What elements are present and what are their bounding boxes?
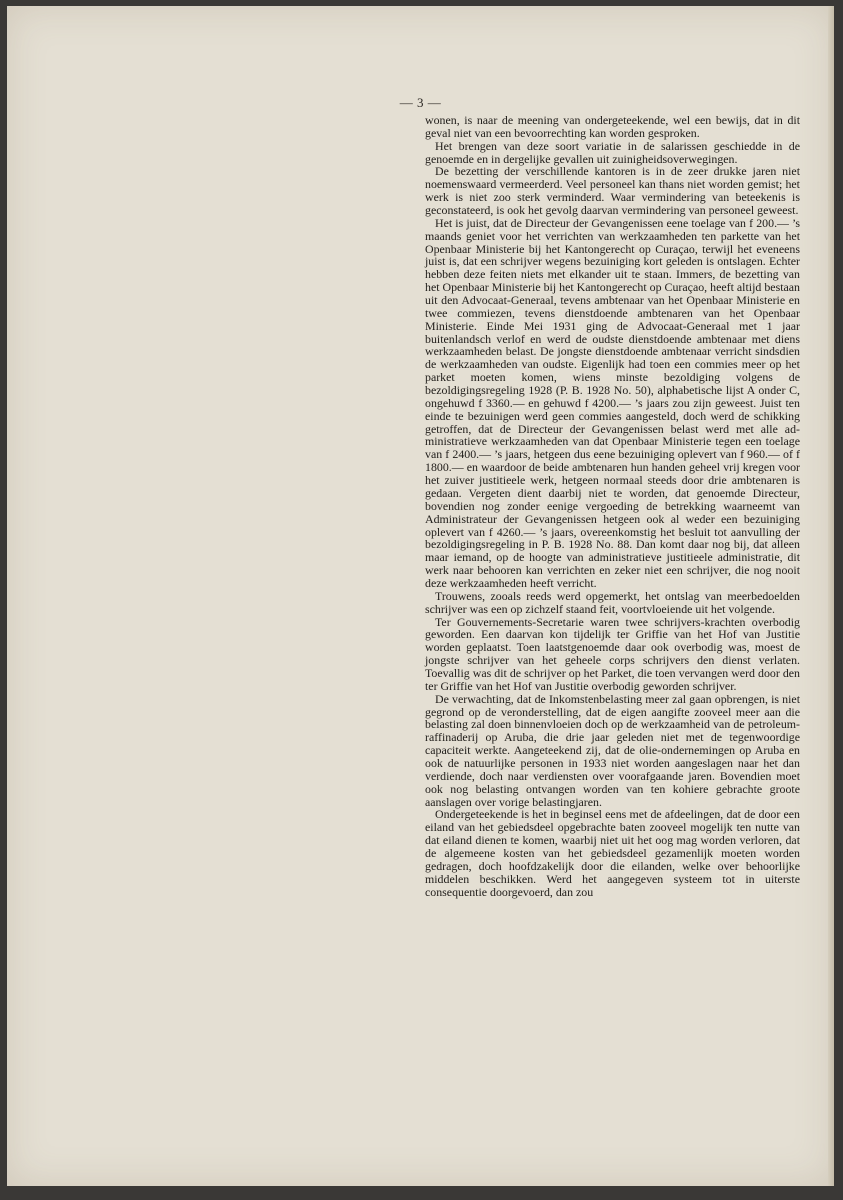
paragraph: wonen, is naar de meening van ondergeteekende, wel een bewijs, dat in dit geval niet van een bevoorrechting kan worden gesproken. <box>425 113 800 140</box>
body-text <box>425 114 800 898</box>
page-number: — 3 — <box>399 95 442 110</box>
document-page <box>7 6 834 1186</box>
paragraph: Ter Gouvernements-Secretarie waren twee schrijvers-krachten overbodig geworden. Een daarvan kon tijdelijk ter Griffie van het Hof van Justitie worden geplaatst. Toen laatstgenoemde daar ook overbodig was, moest de jongste schrijver van het geheele corps schrijvers den dienst verlaten. Toevallig was dit de schrijver op het Parket, die toen vervangen werd door den ter Griffie van het Hof van Justitie overbodig geworden schrijver. <box>425 614 800 693</box>
paragraph: Het is juist, dat de Directeur der Gevangenissen eene toelage van f 200.— ’s maands geniet voor het verrichten van werkzaamheden ten parkette van het Openbaar Ministerie bij het Kantongerecht op Curaçao, terwijl het eveneens juist is, dat een schrijver wegens bezuiniging kort geleden is ontslagen. Echter hebben deze feiten niets met elkander uit te staan. Immers, de bezetting van het Openbaar Ministerie bij het Kantongerecht op Curaçao, heeft altijd bestaan uit den Advocaat-Generaal, tevens ambtenaar van het Openbaar Ministerie en twee commiezen, tevens dienstdoende ambtenaren van het Openbaar Ministerie. Einde Mei 1931 ging de Advocaat-Generaal met 1 jaar buitenlandsch verlof en werd de oudste dienstdoende ambtenaar met diens werkzaamheden belast. De jongste dienstdoende ambtenaar verricht sindsdien de werkzaamheden van oudste. Eigenlijk had toen een commies meer op het parket moeten komen, wiens minste bezoldiging volgens de bezoldigingsregeling 1928 (P. B. 1928 No. 50), alphabetische lijst A onder C, ongehuwd f 3360.— en gehuwd f 4200.— ’s jaars zou zijn geweest. Juist ten einde te bezuinigen werd geen commies aangesteld, doch werd de schikking getroffen, dat de Directeur der Gevangenissen belast werd met alle administratieve werkzaamheden van dat Openbaar Ministerie tegen een toelage van f 2400.— ’s jaars, hetgeen dus eene bezuiniging oplevert van f 960.— of f 1800.— en waardoor de beide ambtenaren hun handen geheel vrij kregen voor het zuiver justitieele werk, hetgeen normaal steeds door drie ambtenaren is gedaan. Vergeten dient daarbij niet te worden, dat genoemde Directeur, bovendien nog zonder eenige vergoeding de betrekking waarneemt van Administrateur der Gevangenissen hetgeen ook al weder een bezuiniging oplevert van f 4260.— ’s jaars, overeenkomstig het besluit tot aanvulling der bezoldigingsregeling in P. B. 1928 No. 88. Dan komt daar nog bij, dat alleen maar iemand, op de hoogte van administratieve justitieele administratie, dit werk naar behooren kan verrichten en zeker niet een schrijver, die nog nooit deze werkzaamheden heeft verricht. <box>425 215 800 590</box>
paragraph: De bezetting der verschillende kantoren is in de zeer drukke jaren niet noemenswaard vermeerderd. Veel personeel kan thans niet worden gemist; het werk is niet zoo sterk verminderd. Waar vermindering van beteekenis is geconstateerd, is ook het gevolg daarvan vermindering van personeel geweest. <box>425 164 800 218</box>
paragraph: Het brengen van deze soort variatie in de salarissen geschiedde in de genoemde en in dergelijke gevallen uit zuinigheidsoverwegingen. <box>425 138 800 166</box>
paragraph: De verwachting, dat de Inkomstenbelasting meer zal gaan opbrengen, is niet gegrond op de veronderstelling, dat de eigen aangifte zooveel meer aan die belasting zal doen binnenvloeien doch op de werkzaamheid van de petroleum-raffinaderij op Aruba, die drie jaar geleden niet met de tegenwoordige capaciteit werkte. Aangeteekend zij, dat de olie-ondernemingen op Aruba en ook de natuurlijke personen in 1933 niet worden aangeslagen naar het dan verdiende, doch naar verdiensten over voorafgaande jaren. Bovendien moet ook nog belasting ontvangen worden van ten kohiere gebrachte groote aanslagen over vorige belastingjaren. <box>425 691 800 809</box>
page-edge <box>828 6 834 1186</box>
paragraph: Trouwens, zooals reeds werd opgemerkt, het ontslag van meerbedoelden schrijver was een op zichzelf staand feit, voortvloeiende uit het volgende. <box>425 588 800 616</box>
paragraph: Ondergeteekende is het in beginsel eens met de afdeelingen, dat de door een eiland van het gebiedsdeel opgebrachte baten zooveel mogelijk ten nutte van dat eiland dienen te komen, waarbij niet uit het oog mag worden verloren, dat de algemeene kosten van het gebiedsdeel gezamenlijk moeten worden gedragen, doch hoofdzakelijk door die eilanden, welke over behoorlijke middelen beschikken. Werd het aangegeven systeem tot in uiterste consequentie doorgevoerd, dan zou <box>425 807 800 899</box>
